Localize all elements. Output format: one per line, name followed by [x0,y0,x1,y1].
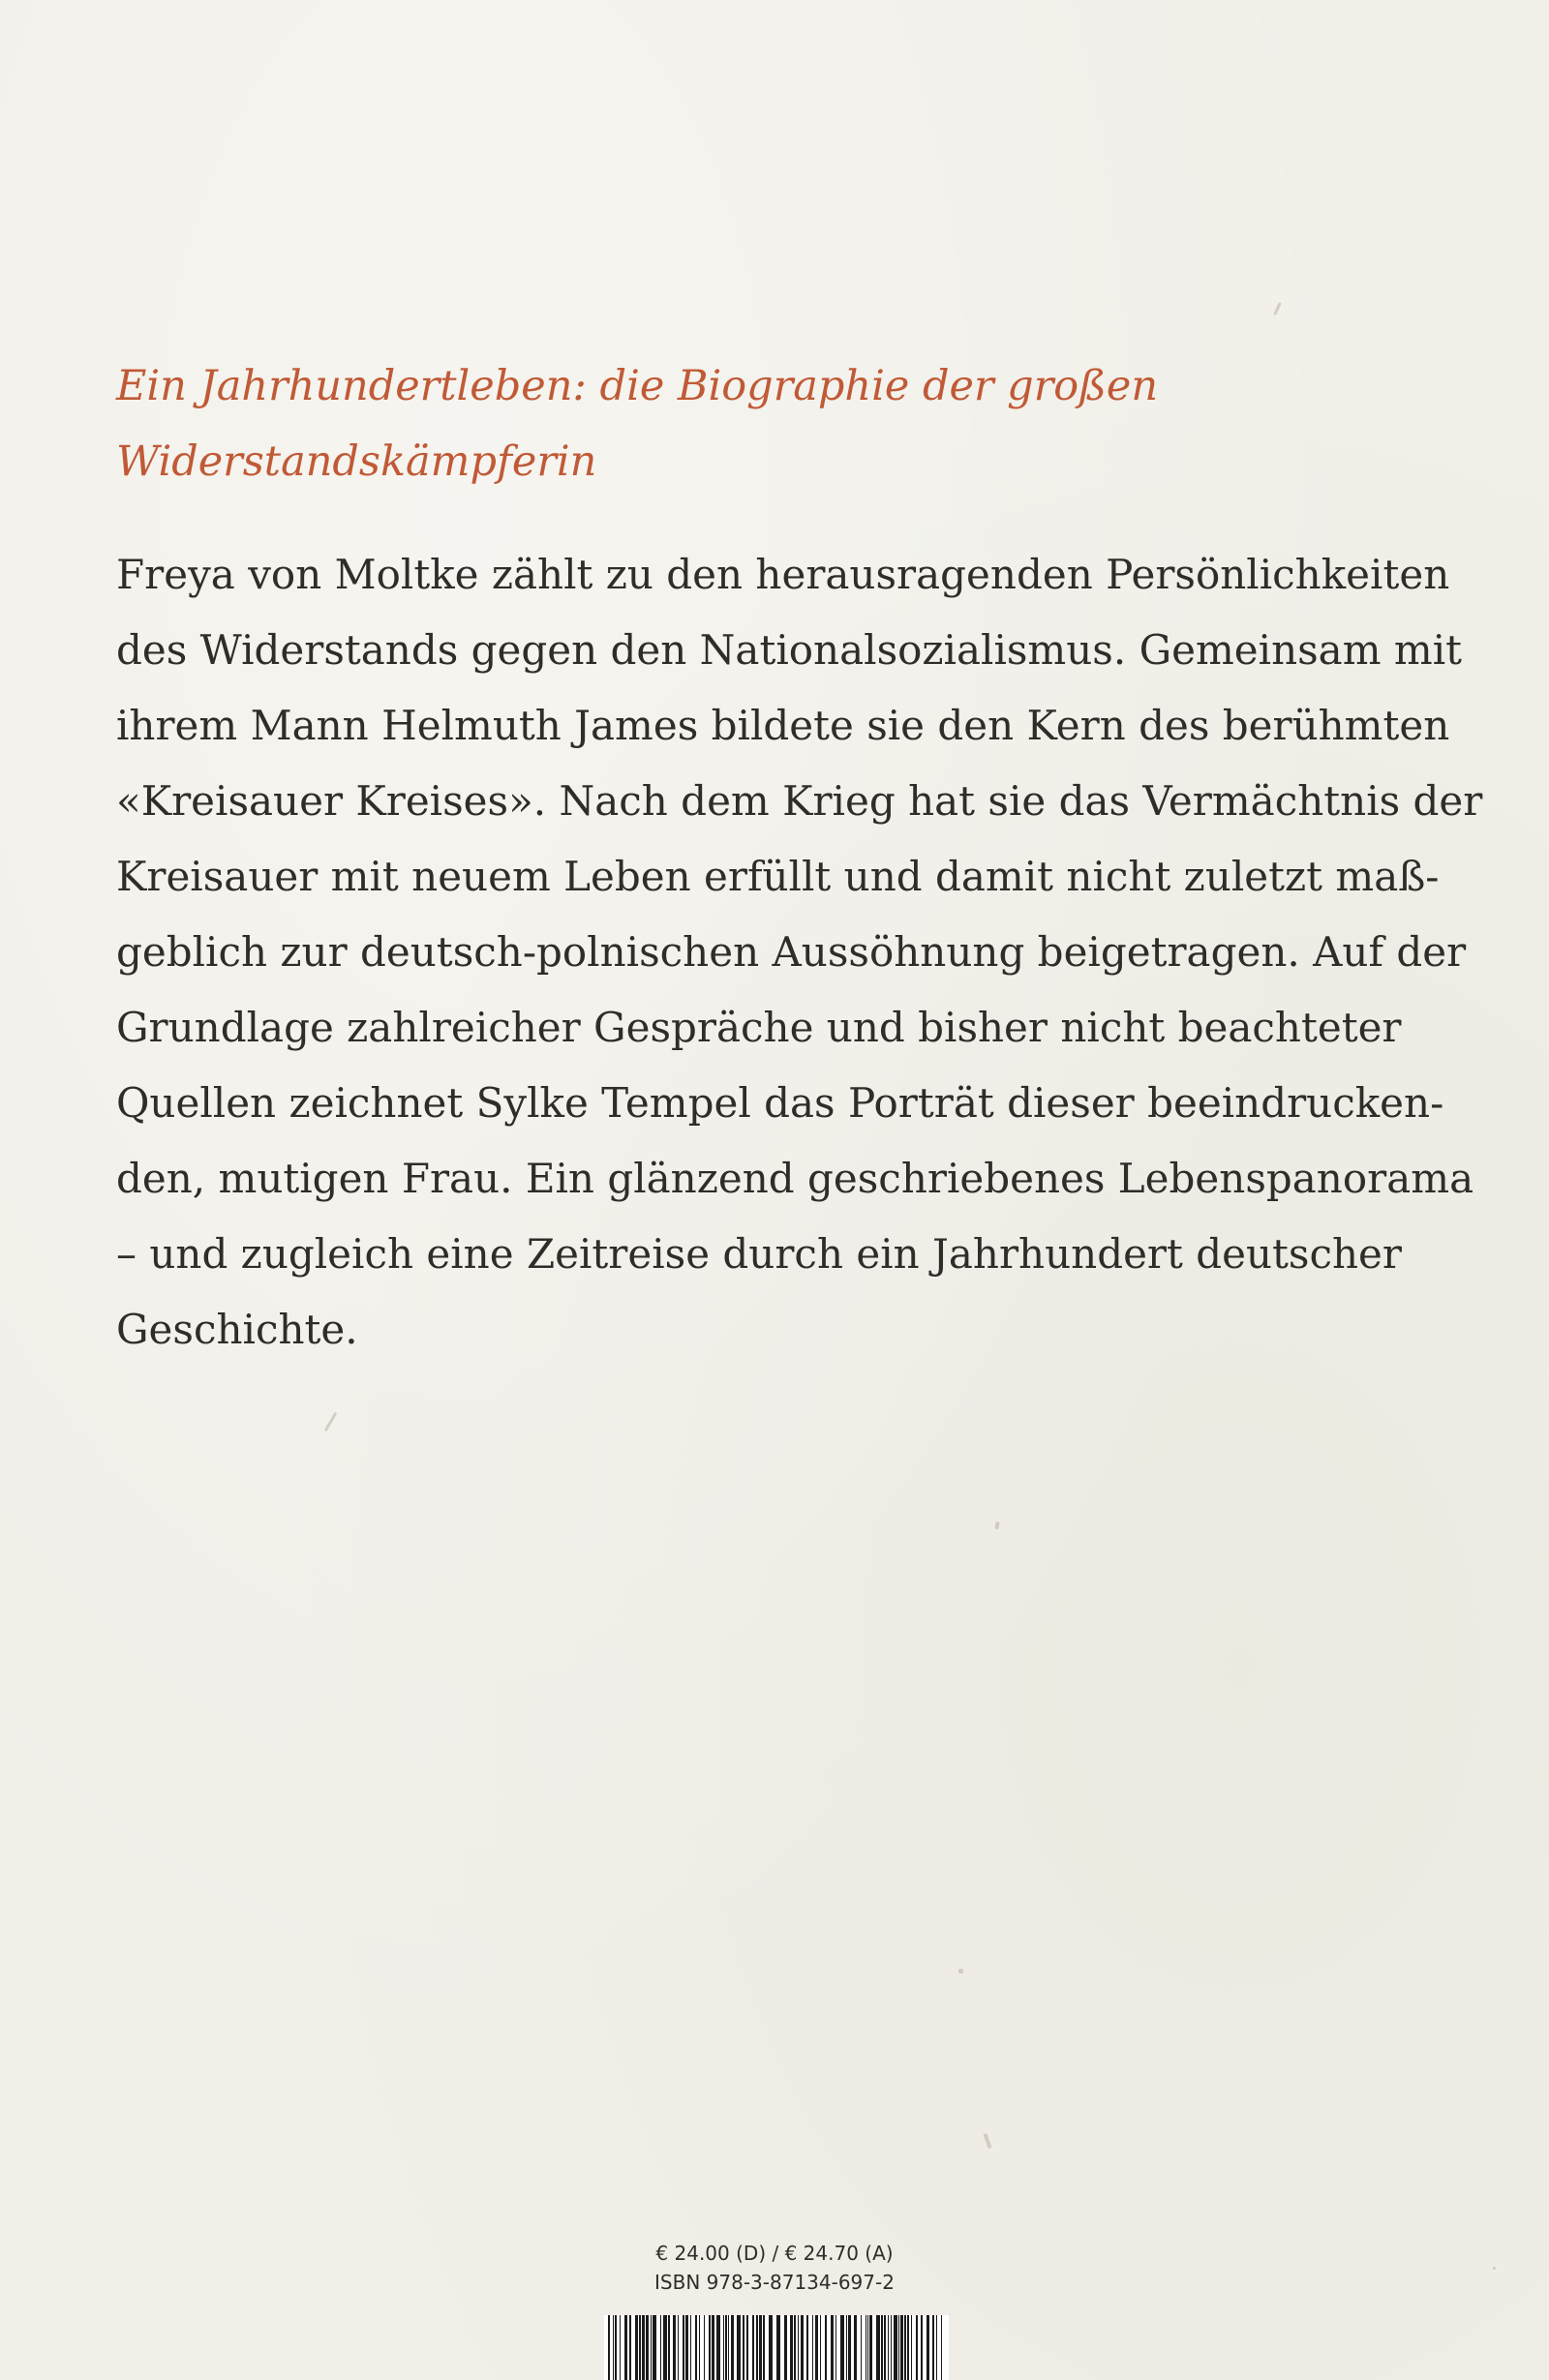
book-blurb [116,537,1483,1368]
barcode-bar [820,2315,821,2380]
barcode-bar [608,2315,610,2380]
barcode-bar [624,2315,627,2380]
barcode-bar [716,2315,720,2380]
paper-fleck [994,1521,999,1530]
barcode-bar [663,2315,667,2380]
barcode-bar [825,2315,827,2380]
barcode-bar [854,2315,857,2380]
barcode-bar [926,2315,929,2380]
barcode-bar [784,2315,787,2380]
barcode-bar [639,2315,641,2380]
barcode-bar [712,2315,714,2380]
barcode-bar [898,2315,899,2380]
barcode-bar [921,2315,923,2380]
barcode-bar [725,2315,727,2380]
barcode-bar [737,2315,741,2380]
barcode-bar [752,2315,754,2380]
blurb-line: den, mutigen Frau. Ein glänzend geschriebenes Lebenspanorama [116,1155,1474,1202]
blurb-line: ihrem Mann Helmuth James bildete sie den Kern des berühmten [116,702,1450,749]
barcode-bar [709,2315,711,2380]
barcode-bar [635,2315,638,2380]
paper-fleck [958,1969,963,1973]
barcode-bar [900,2315,903,2380]
barcode-graphic [604,2315,949,2380]
barcode-bar [668,2315,670,2380]
barcode-bar [941,2315,942,2380]
barcode-bar [651,2315,652,2380]
barcode-bar [888,2315,889,2380]
barcode-bar [790,2315,793,2380]
barcode-bar [629,2315,631,2380]
barcode-bar [911,2315,912,2380]
blurb-line: «Kreisauer Kreises». Nach dem Krieg hat sie das Vermächtnis der [116,777,1483,825]
blurb-line: geblich zur deutsch-polnischen Aussöhnung beigetragen. Auf der [116,928,1467,976]
barcode-bar [759,2315,762,2380]
barcode-bar [812,2315,813,2380]
barcode-bar [646,2315,649,2380]
barcode-bar [763,2315,765,2380]
paper-fleck [983,2133,991,2149]
paper-fleck [1493,2267,1496,2270]
barcode-bar [881,2315,883,2380]
barcode-bar [653,2315,656,2380]
blurb-line: Kreisauer mit neuem Leben erfüllt und damit nicht zuletzt maß- [116,853,1440,900]
barcode-bar [642,2315,645,2380]
blurb-line: Freya von Moltke zählt zu den herausragenden Persönlichkeiten [116,551,1450,598]
barcode-bar [867,2315,868,2380]
barcode-bar [815,2315,818,2380]
barcode-bar [869,2315,872,2380]
barcode-bar [743,2315,744,2380]
tagline-line: Ein Jahrhundertleben: die Biographie der großen [116,362,1159,410]
barcode-bar [801,2315,804,2380]
barcode-bar [699,2315,700,2380]
barcode-bar [660,2315,661,2380]
barcode-bar [678,2315,679,2380]
blurb-line: Grundlage zahlreicher Gespräche und bisher nicht beachteter [116,1004,1402,1051]
barcode-bar [690,2315,691,2380]
barcode-bar [615,2315,617,2380]
isbn-label: ISBN 978-3-87134-697-2 [654,2271,895,2294]
barcode-bar [756,2315,758,2380]
tagline-line: Widerstandskämpferin [116,437,597,486]
barcode-bar [704,2315,705,2380]
barcode-bar [835,2315,836,2380]
barcode-bar [907,2315,909,2380]
barcode-bar [798,2315,799,2380]
barcode-bar [769,2315,773,2380]
barcode-bar [916,2315,918,2380]
blurb-line: Geschichte. [116,1306,358,1353]
barcode-bar [846,2315,847,2380]
barcode-bar [848,2315,851,2380]
barcode-bar [936,2315,937,2380]
paper-fleck [324,1412,338,1432]
barcode-bar [876,2315,880,2380]
price-label: € 24.00 (D) / € 24.70 (A) [655,2242,894,2265]
blurb-line: des Widerstands gegen den Nationalsozialismus. Gemeinsam mit [116,626,1463,674]
barcode [604,2315,949,2380]
barcode-bar [728,2315,729,2380]
barcode-bar [884,2315,886,2380]
barcode-bar [794,2315,796,2380]
barcode-bar [746,2315,748,2380]
barcode-bar [861,2315,862,2380]
barcode-bar [894,2315,897,2380]
barcode-bar [683,2315,684,2380]
barcode-bar [776,2315,780,2380]
barcode-bar [806,2315,808,2380]
barcode-bar [620,2315,621,2380]
barcode-bar [695,2315,697,2380]
barcode-bar [840,2315,844,2380]
barcode-bar [831,2315,834,2380]
barcode-bar [613,2315,614,2380]
paper-fleck [1273,302,1282,316]
tagline [116,348,1433,499]
barcode-bar [904,2315,906,2380]
barcode-bar [932,2315,934,2380]
blurb-line: Quellen zeichnet Sylke Tempel das Porträt dieser beeindrucken- [116,1079,1444,1127]
blurb-line: – und zugleich eine Zeitreise durch ein Jahrhundert deutscher [116,1230,1402,1278]
barcode-bar [673,2315,676,2380]
barcode-bar [685,2315,688,2380]
barcode-bar [891,2315,892,2380]
barcode-bar [731,2315,734,2380]
barcode-bar [723,2315,724,2380]
